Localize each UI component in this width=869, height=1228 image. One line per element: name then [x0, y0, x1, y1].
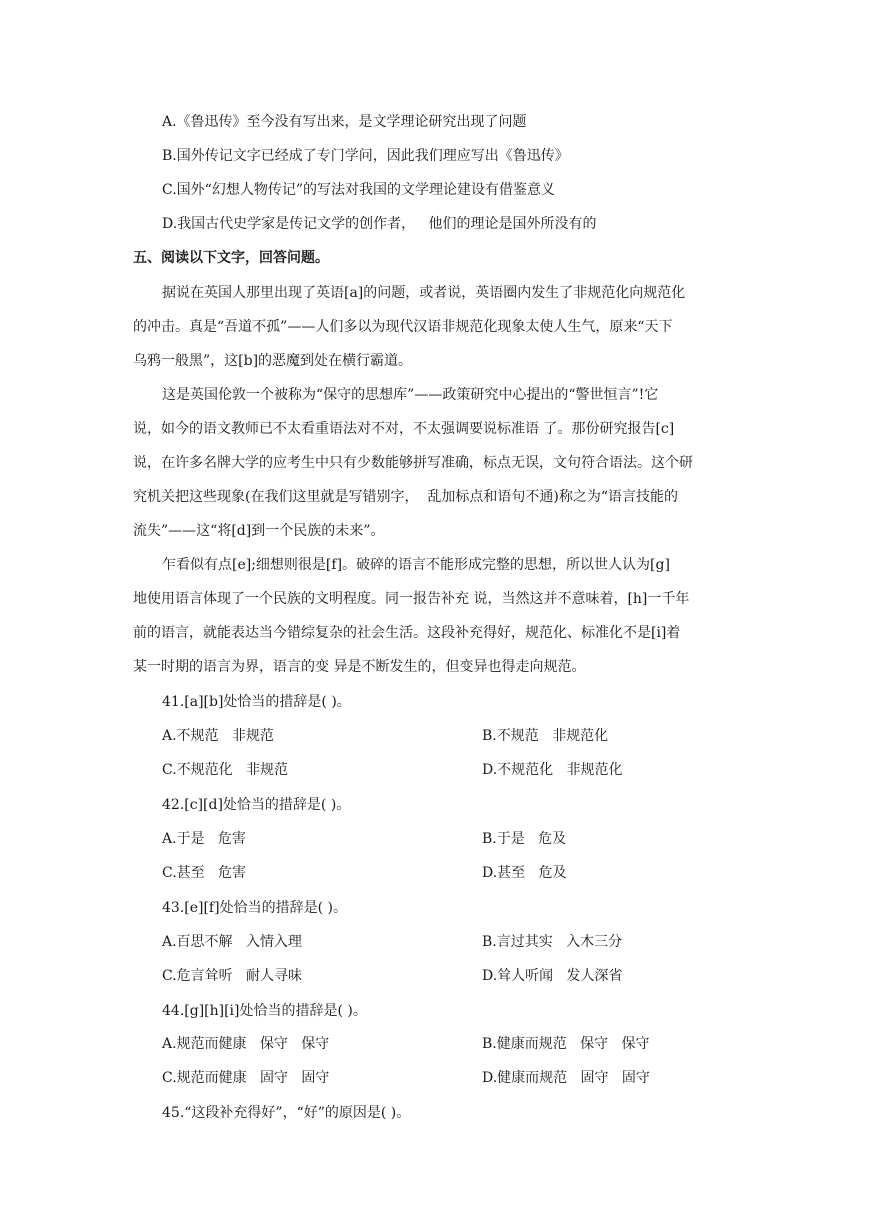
passage-line: 地使用语言体现了一个民族的文明程度。同一报告补充 说，当然这并不意味着，[h]一千年	[133, 591, 690, 607]
question-41-option-c: C.不规范化 非规范	[162, 762, 289, 778]
question-44-option-c: C.规范而健康 固守 固守	[162, 1070, 330, 1086]
prev-option-b: B.国外传记文字已经成了专门学问，因此我们理应写出《鲁迅传》	[162, 148, 569, 164]
question-42-stem: 42.[c][d]处恰当的措辞是( )。	[162, 797, 351, 813]
question-44-option-a: A.规范而健康 保守 保守	[162, 1036, 330, 1052]
passage-line: 前的语言，就能表达当今错综复杂的社会生活。这段补充得好，规范化、标准化不是[i]着	[133, 625, 681, 641]
question-41-stem: 41.[a][b]处恰当的措辞是( )。	[162, 694, 351, 710]
question-41-option-a: A.不规范 非规范	[162, 728, 274, 744]
question-41-option-d: D.不规范化 非规范化	[482, 762, 623, 778]
question-45-stem: 45.“这段补充得好”，“好”的原因是( )。	[162, 1105, 411, 1121]
question-43-option-d: D.耸人听闻 发人深省	[482, 968, 623, 984]
prev-option-a: A.《鲁迅传》至今没有写出来，是文学理论研究出现了问题	[162, 114, 527, 130]
prev-option-d: D.我国古代史学家是传记文学的创作者， 他们的理论是国外所没有的	[162, 216, 597, 232]
passage-line: 说，在许多名牌大学的应考生中只有少数能够拼写准确，标点无误，文句符合语法。这个研	[133, 455, 693, 471]
question-44-option-b: B.健康而规范 保守 保守	[482, 1036, 650, 1052]
section-heading: 五、阅读以下文字，回答问题。	[133, 250, 329, 266]
passage-line: 乌鸦一般黑”，这[b]的恶魔到处在横行霸道。	[133, 353, 413, 369]
question-44-option-d: D.健康而规范 固守 固守	[482, 1070, 650, 1086]
question-43-stem: 43.[e][f]处恰当的措辞是( )。	[162, 900, 347, 916]
passage-line: 的冲击。真是“吾道不孤”——人们多以为现代汉语非规范化现象太使人生气，原来“天下	[133, 319, 673, 335]
passage-line: 某一时期的语言为界，语言的变 异是不断发生的，但变异也得走向规范。	[133, 659, 586, 675]
passage-line: 乍看似有点[e];细想则很是[f]。破碎的语言不能形成完整的思想，所以世人认为[g]	[162, 557, 670, 573]
question-42-option-b: B.于是 危及	[482, 831, 567, 847]
question-43-option-a: A.百思不解 入情入理	[162, 934, 302, 950]
passage-line: 流失”——这“将[d]到一个民族的未来”。	[133, 523, 385, 539]
passage-line: 说，如今的语文教师已不太看重语法对不对，不太强调要说标准语 了。那份研究报告[c]	[133, 421, 675, 437]
question-43-option-b: B.言过其实 入木三分	[482, 934, 623, 950]
question-42-option-c: C.甚至 危害	[162, 865, 247, 881]
passage-line: 据说在英国人那里出现了英语[a]的问题，或者说，英语圈内发生了非规范化向规范化	[162, 285, 686, 301]
passage-line: 究机关把这些现象(在我们这里就是写错别字， 乱加标点和语句不通)称之为“语言技能的	[133, 489, 678, 505]
question-43-option-c: C.危言耸听 耐人寻味	[162, 968, 303, 984]
question-42-option-a: A.于是 危害	[162, 831, 246, 847]
passage-line: 这是英国伦敦一个被称为“保守的思想库”——政策研究中心提出的“警世恒言”!它	[162, 387, 659, 403]
prev-option-c: C.国外“幻想人物传记”的写法对我国的文学理论建设有借鉴意义	[162, 182, 555, 198]
question-41-option-b: B.不规范 非规范化	[482, 728, 609, 744]
question-42-option-d: D.甚至 危及	[482, 865, 567, 881]
question-44-stem: 44.[g][h][i]处恰当的措辞是( )。	[162, 1003, 367, 1019]
